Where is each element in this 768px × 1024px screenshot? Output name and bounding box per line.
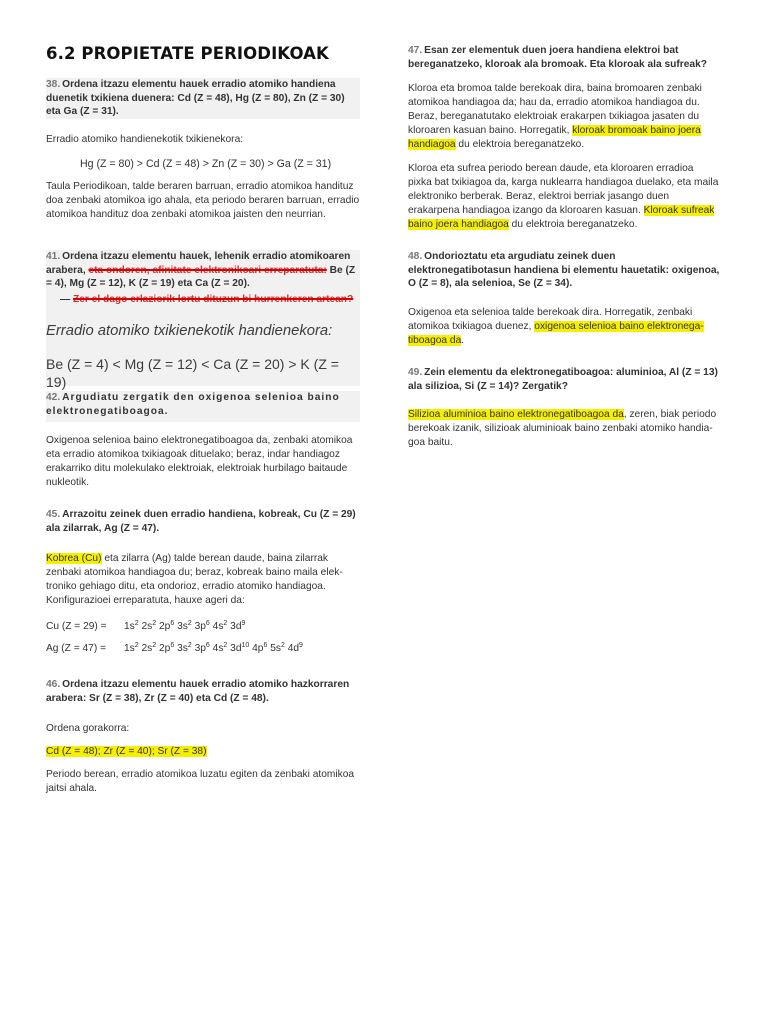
question-number: 38.: [46, 79, 61, 90]
answer-text-cont: .: [461, 335, 465, 346]
answer-heading: Erradio atomiko txikienekotik handienekora:: [46, 323, 333, 339]
electron-configuration: $1s^2$ $2s^2$ $2p^6$ $3s^2$ $3p^6$ $4s^2$ $3d^9$: [124, 620, 246, 632]
question-45: [46, 508, 360, 535]
answer-text: Kloroa eta sufrea periodo berean daude, eta kloroaren erradioa pixka bat txikiagoa da, karga nuklearra handiagoa duelako, eta maila elektroniko berberak. Beraz, elektroi berriak jasango duen erakarpena handiagoa izango da kloroaren kasuan.: [408, 163, 719, 216]
answer-text-cont: du elektroia bereganatzeko.: [455, 139, 585, 150]
question-47: [408, 44, 720, 71]
question-41: [46, 250, 360, 316]
question-46: [46, 678, 360, 705]
page-title: 6.2 PROPIETATE PERIODIKOAK: [46, 44, 329, 63]
highlighted-answer: oxigenoa selenioa baino elektronegatiboagoa da: [408, 321, 704, 346]
answer-intro: Ordena gorakorra:: [46, 723, 130, 734]
question-text: Zein elementu da elektronegatiboagoa: aluminioa, Al (Z = 13) ala silizioa, Si (Z = 14)? Zergatik?: [408, 367, 718, 392]
answer-paragraph-2: [408, 162, 720, 232]
highlighted-answer: Kobrea (Cu): [46, 553, 102, 564]
question-text: Esan zer elementuk duen joera handiena elektroi bat bereganatzeko, kloroak ala bromoak. Eta kloroak ala sufreak?: [408, 45, 707, 70]
answer-paragraph: [408, 408, 720, 450]
question-text-cont: Be (Z = 4), Mg (Z = 12), K (Z = 19) eta Ca (Z = 20).: [46, 264, 356, 290]
question-48: [408, 250, 720, 291]
answer-highlight-line: [46, 745, 360, 759]
highlighted-answer: Cd (Z = 48); Zr (Z = 40); Sr (Z = 38): [46, 746, 207, 757]
answer-text-cont: eta zilarra (Ag) talde berean daude, baina zilarrak zenbaki atomikoa handiagoa du; beraz, kobreak baino maila elektroniko gehiago ditu, eta ondorioz, erradio atomiko handiagoa. Konfigurazioei erreparatuta, hauxe ageri da:: [46, 553, 343, 606]
radius-order-equation: Hg (Z = 80) > Cd (Z = 48) > Zn (Z = 30) > Ga (Z = 31): [80, 158, 332, 170]
highlighted-answer: kloroak bromoak baino joera handiagoa: [408, 125, 701, 150]
question-42: [46, 391, 360, 422]
answer-41-box: [46, 316, 360, 390]
answer-text: Oxigenoa eta selenioa talde berekoak dira. Horregatik, zenbaki atomikoa txikiagoa duenez,: [408, 307, 693, 332]
question-text: Argudiatu zergatik den oxigenoa selenioa baino elektronegatiboagoa.: [46, 392, 340, 417]
answer-text-cont: du elektroia bereganatzeko.: [508, 219, 638, 230]
dash: —: [60, 293, 71, 305]
answer-text: [46, 552, 360, 608]
question-38: [46, 78, 360, 119]
question-number: 45.: [46, 509, 61, 520]
answer-paragraph-1: [408, 82, 720, 152]
electron-configuration: $1s^2$ $2s^2$ $2p^6$ $3s^2$ $3p^6$ $4s^2$ $3d^{10}$ $4p^6$ $5s^2$ $4d^9$: [124, 642, 303, 654]
question-text: Ordena itzazu elementu hauek erradio atomiko hazkorraren arabera: Sr (Z = 38), Zr (Z = 40) eta Cd (Z = 48).: [46, 679, 350, 704]
answer-text-cont: , zeren, biak periodo berekoak izanik, silizioak aluminioak baino zenbaki atomiko handiagoa baitu.: [408, 409, 717, 448]
answer-text: Kloroa eta bromoa talde berekoak dira, baina bromoaren zenbaki atomikoa handiagoa da; hau da, erradio atomikoa handiagoa du. Beraz, bereganatutako elektroiak erakarpen txikiagoa jasaten du kloroaren kasuan baino. Horregatik,: [408, 83, 702, 136]
question-number: 41.: [46, 251, 61, 262]
question-text: Arrazoitu zeinek duen erradio handiena, kobreak, Cu (Z = 29) ala zilarrak, Ag (Z = 47).: [46, 509, 356, 534]
ag-configuration: [46, 642, 360, 656]
question-text: Ondorioztatu eta argudiatu zeinek duen elektronegatibotasun handiena bi elementu hauetatik: oxigenoa, O (Z = 8), ala selenioa, Se (Z = 34).: [408, 251, 720, 290]
question-number: 47.: [408, 45, 423, 56]
radius-order-equation: Be (Z = 4) < Mg (Z = 12) < Ca (Z = 20) > K (Z = 19): [46, 356, 339, 390]
question-number: 46.: [46, 679, 61, 690]
answer-text: Periodo berean, erradio atomikoa luzatu egiten da zenbaki atomikoa jaitsi ahala.: [46, 769, 355, 794]
answer-intro: Erradio atomiko handienekotik txikienekora:: [46, 134, 244, 145]
struck-text: eta ondoren, afinitate elektronikoari erreparatuta:: [88, 264, 327, 276]
question-text: Ordena itzazu elementu hauek, lehenik erradio atomikoaren arabera,: [46, 251, 351, 276]
config-label: Ag (Z = 47) =: [46, 643, 107, 654]
question-number: 42.: [46, 392, 61, 403]
struck-subquestion: Zer el dago erlaziorik lortu dituzun bi hurrenkeren artean?: [73, 293, 354, 305]
highlighted-answer: Silizioa aluminioa baino elektronegatiboagoa da: [408, 409, 624, 420]
config-label: Cu (Z = 29) =: [46, 621, 107, 632]
question-text: Ordena itzazu elementu hauek erradio atomiko handiena duenetik txikiena duenera: Cd (Z = 48), Hg (Z = 80), Zn (Z = 30) eta Ga (Z = 31).: [46, 79, 345, 118]
answer-text: Oxigenoa selenioa baino elektronegatiboagoa da, zenbaki atomikoa eta erradio atomikoa txikiagoak dituelako; beraz, indar handiagoz erakarriko ditu molekulako elektroiak, elektroiak hurbilago baitaude nukleotik.: [46, 435, 353, 488]
highlighted-answer: Kloroak sufreak baino joera handiagoa: [408, 205, 715, 230]
answer-text: Taula Periodikoan, talde beraren barruan, erradio atomikoa handituz doa zenbaki atomikoa igo ahala, eta periodo beraren barruan, erradio atomikoa handituz doa zenbaki atomikoa jaisten den neurrian.: [46, 181, 360, 220]
question-number: 48.: [408, 251, 423, 262]
cu-configuration: [46, 620, 360, 634]
question-number: 49.: [408, 367, 423, 378]
question-49: [408, 366, 720, 393]
answer-paragraph: [408, 306, 720, 348]
